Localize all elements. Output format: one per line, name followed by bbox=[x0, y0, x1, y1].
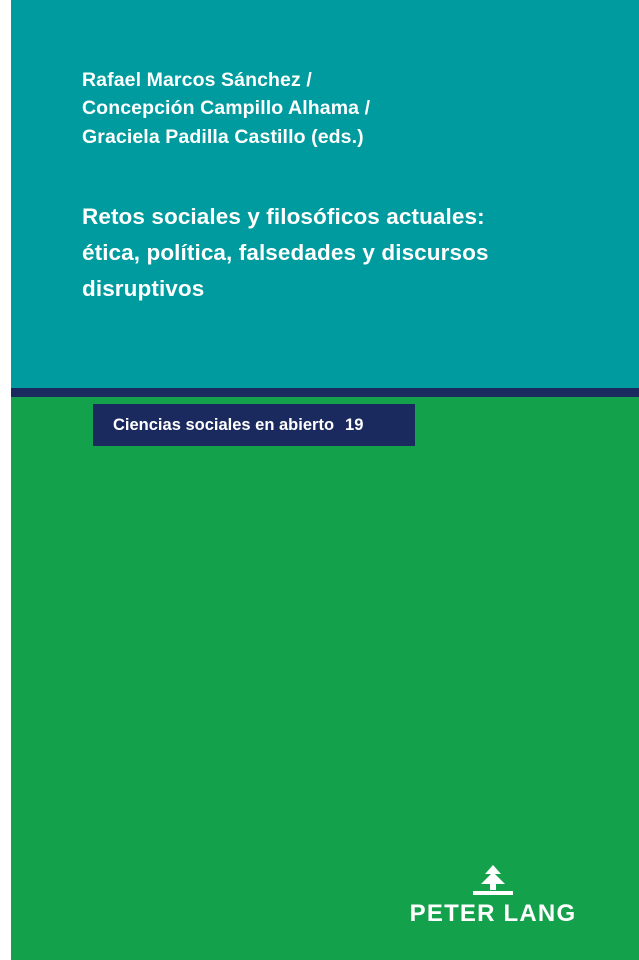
page-edge-strip bbox=[0, 0, 11, 960]
series-badge bbox=[93, 404, 415, 446]
publisher-block bbox=[393, 865, 593, 928]
editor-line-3: Graciela Padilla Castillo (eds.) bbox=[82, 125, 364, 148]
editor-line-2: Concepción Campillo Alhama / bbox=[82, 97, 371, 120]
title-line-2: ética, política, falsedades y discursos disruptivos bbox=[82, 240, 489, 301]
title-line-1: Retos sociales y filosóficos actuales: bbox=[82, 204, 485, 229]
series-number: 19 bbox=[345, 415, 364, 434]
book-title bbox=[82, 199, 617, 307]
editors-block bbox=[82, 66, 582, 151]
peter-lang-tree-icon bbox=[393, 865, 593, 895]
cover-divider-rule bbox=[11, 388, 639, 397]
editor-line-1: Rafael Marcos Sánchez / bbox=[82, 69, 312, 91]
cover-top-color-band bbox=[11, 0, 639, 388]
publisher-name: PETER LANG bbox=[409, 900, 577, 927]
series-name: Ciencias sociales en abierto bbox=[113, 415, 335, 434]
